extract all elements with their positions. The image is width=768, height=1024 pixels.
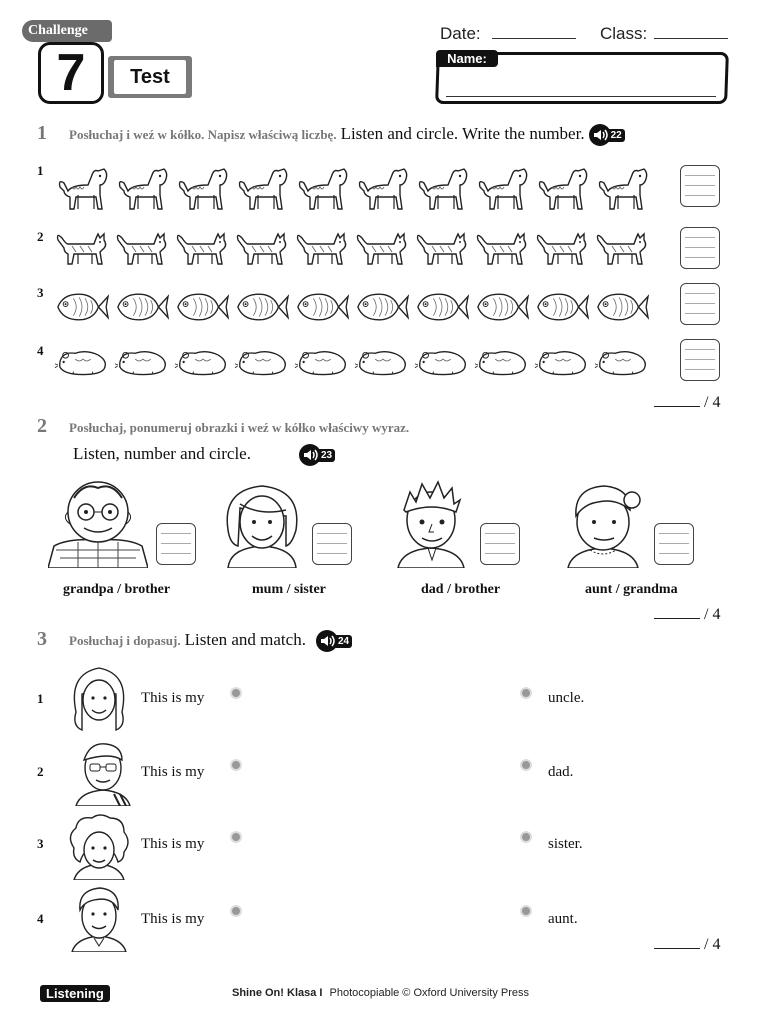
ex2-heading-en xyxy=(73,444,335,466)
ex2-number: 2 xyxy=(37,415,47,437)
answer-box[interactable] xyxy=(480,523,520,565)
answer-box[interactable] xyxy=(156,523,196,565)
word-choice[interactable]: grandpa / brother xyxy=(63,582,171,597)
dog-icon[interactable] xyxy=(414,164,470,212)
cat-icon[interactable] xyxy=(54,228,110,268)
match-left-text: This is my xyxy=(141,764,205,780)
audio-icon[interactable] xyxy=(589,124,625,146)
ex2-heading xyxy=(37,415,409,438)
date-label: Date: xyxy=(440,24,481,43)
class-field[interactable] xyxy=(654,38,728,39)
dog-icon[interactable] xyxy=(174,164,230,212)
dad-picture xyxy=(392,480,470,568)
dad-glasses-picture xyxy=(70,738,136,806)
ex3-row-number: 4 xyxy=(37,911,44,926)
ex1-row-number: 3 xyxy=(37,285,44,300)
hamster-icon[interactable] xyxy=(414,345,470,377)
ex1-row-number: 1 xyxy=(37,163,44,178)
ex1-heading xyxy=(37,122,757,146)
match-right-text: aunt. xyxy=(548,911,578,927)
dog-icon[interactable] xyxy=(234,164,290,212)
fish-icon[interactable] xyxy=(294,288,350,326)
date-field[interactable] xyxy=(492,38,576,39)
hamster-icon[interactable] xyxy=(594,345,650,377)
dog-icon[interactable] xyxy=(474,164,530,212)
cat-icon[interactable] xyxy=(474,228,530,268)
hamster-icon[interactable] xyxy=(174,345,230,377)
fish-icon[interactable] xyxy=(474,288,530,326)
audio-icon[interactable] xyxy=(299,444,335,466)
word-choice[interactable]: dad / brother xyxy=(421,582,501,597)
match-dot-right[interactable] xyxy=(522,833,530,841)
word-choice[interactable]: mum / sister xyxy=(252,582,326,597)
class-label: Class: xyxy=(600,24,648,43)
match-right-text: sister. xyxy=(548,836,583,852)
test-label: Test xyxy=(114,60,186,94)
cat-icon[interactable] xyxy=(354,228,410,268)
skill-label: Listening xyxy=(40,985,110,1002)
cat-icon[interactable] xyxy=(534,228,590,268)
ex2-score: / 4 xyxy=(654,606,720,624)
dog-icon[interactable] xyxy=(594,164,650,212)
fish-icon[interactable] xyxy=(534,288,590,326)
hamster-icon[interactable] xyxy=(54,345,110,377)
answer-box[interactable] xyxy=(680,165,720,207)
hamster-icon[interactable] xyxy=(114,345,170,377)
track-number: 22 xyxy=(608,129,625,142)
match-right-text: dad. xyxy=(548,764,574,780)
match-dot-left[interactable] xyxy=(232,761,240,769)
answer-box[interactable] xyxy=(654,523,694,565)
name-line xyxy=(446,96,716,97)
ex3-instruction-en: Listen and match. xyxy=(184,630,306,649)
word-choice[interactable]: aunt / grandma xyxy=(585,582,678,597)
cat-icon[interactable] xyxy=(594,228,650,268)
match-left-text: This is my xyxy=(141,836,205,852)
match-left-text: This is my xyxy=(141,690,205,706)
match-right-text: uncle. xyxy=(548,690,585,706)
ex3-row-number: 2 xyxy=(37,764,44,779)
sister-picture xyxy=(66,664,132,732)
hamster-icon[interactable] xyxy=(534,345,590,377)
uncle-picture xyxy=(66,884,132,952)
cat-row[interactable] xyxy=(54,228,650,268)
hamster-row[interactable] xyxy=(54,345,650,377)
mum-picture xyxy=(220,480,304,568)
match-dot-right[interactable] xyxy=(522,689,530,697)
name-label: Name: xyxy=(436,50,498,67)
ex1-instruction-pl: Posłuchaj i weź w kółko. Napisz właściwą liczbę. xyxy=(69,127,337,142)
fish-icon[interactable] xyxy=(234,288,290,326)
ex1-instruction-en: Listen and circle. Write the number. xyxy=(340,124,585,143)
ex3-score: / 4 xyxy=(654,936,720,954)
match-dot-right[interactable] xyxy=(522,907,530,915)
ex2-instruction-en: Listen, number and circle. xyxy=(73,444,251,463)
ex1-score: / 4 xyxy=(654,394,720,412)
ex2-instruction-pl: Posłuchaj, ponumeruj obrazki i weź w kółko właściwy wyraz. xyxy=(69,420,410,435)
audio-icon[interactable] xyxy=(316,630,352,652)
ex3-row-number: 1 xyxy=(37,691,44,706)
ex3-number: 3 xyxy=(37,628,47,650)
unit-number: 7 xyxy=(38,42,104,104)
book-title: Shine On! Klasa I xyxy=(232,987,323,999)
dog-icon[interactable] xyxy=(534,164,590,212)
fish-icon[interactable] xyxy=(114,288,170,326)
cat-icon[interactable] xyxy=(414,228,470,268)
ex3-heading xyxy=(37,628,352,652)
dog-row[interactable] xyxy=(54,164,650,212)
hamster-icon[interactable] xyxy=(354,345,410,377)
ex1-number: 1 xyxy=(37,122,47,144)
answer-box[interactable] xyxy=(680,283,720,325)
fish-icon[interactable] xyxy=(354,288,410,326)
grandpa-picture xyxy=(48,480,148,568)
dog-icon[interactable] xyxy=(294,164,350,212)
match-left-text: This is my xyxy=(141,911,205,927)
match-dot-left[interactable] xyxy=(232,689,240,697)
cat-icon[interactable] xyxy=(234,228,290,268)
ex1-row-number: 2 xyxy=(37,229,44,244)
answer-box[interactable] xyxy=(680,227,720,269)
fish-icon[interactable] xyxy=(594,288,650,326)
cat-icon[interactable] xyxy=(294,228,350,268)
footer-text xyxy=(232,987,529,999)
aunt-picture xyxy=(66,812,132,880)
track-number: 24 xyxy=(335,635,352,648)
dog-icon[interactable] xyxy=(54,164,110,212)
hamster-icon[interactable] xyxy=(474,345,530,377)
ex3-row-number: 3 xyxy=(37,836,44,851)
cat-icon[interactable] xyxy=(114,228,170,268)
challenge-label: Challenge xyxy=(22,20,112,42)
answer-box[interactable] xyxy=(312,523,352,565)
grandma-picture xyxy=(560,480,646,568)
fish-icon[interactable] xyxy=(414,288,470,326)
fish-icon[interactable] xyxy=(174,288,230,326)
fish-row[interactable] xyxy=(54,288,650,326)
hamster-icon[interactable] xyxy=(294,345,350,377)
hamster-icon[interactable] xyxy=(234,345,290,377)
track-number: 23 xyxy=(318,449,335,462)
ex1-row-number: 4 xyxy=(37,343,44,358)
dog-icon[interactable] xyxy=(354,164,410,212)
match-dot-left[interactable] xyxy=(232,833,240,841)
match-dot-right[interactable] xyxy=(522,761,530,769)
fish-icon[interactable] xyxy=(54,288,110,326)
answer-box[interactable] xyxy=(680,339,720,381)
cat-icon[interactable] xyxy=(174,228,230,268)
ex3-instruction-pl: Posłuchaj i dopasuj. xyxy=(69,633,181,648)
dog-icon[interactable] xyxy=(114,164,170,212)
match-dot-left[interactable] xyxy=(232,907,240,915)
copyright: Photocopiable © Oxford University Press xyxy=(329,987,529,999)
